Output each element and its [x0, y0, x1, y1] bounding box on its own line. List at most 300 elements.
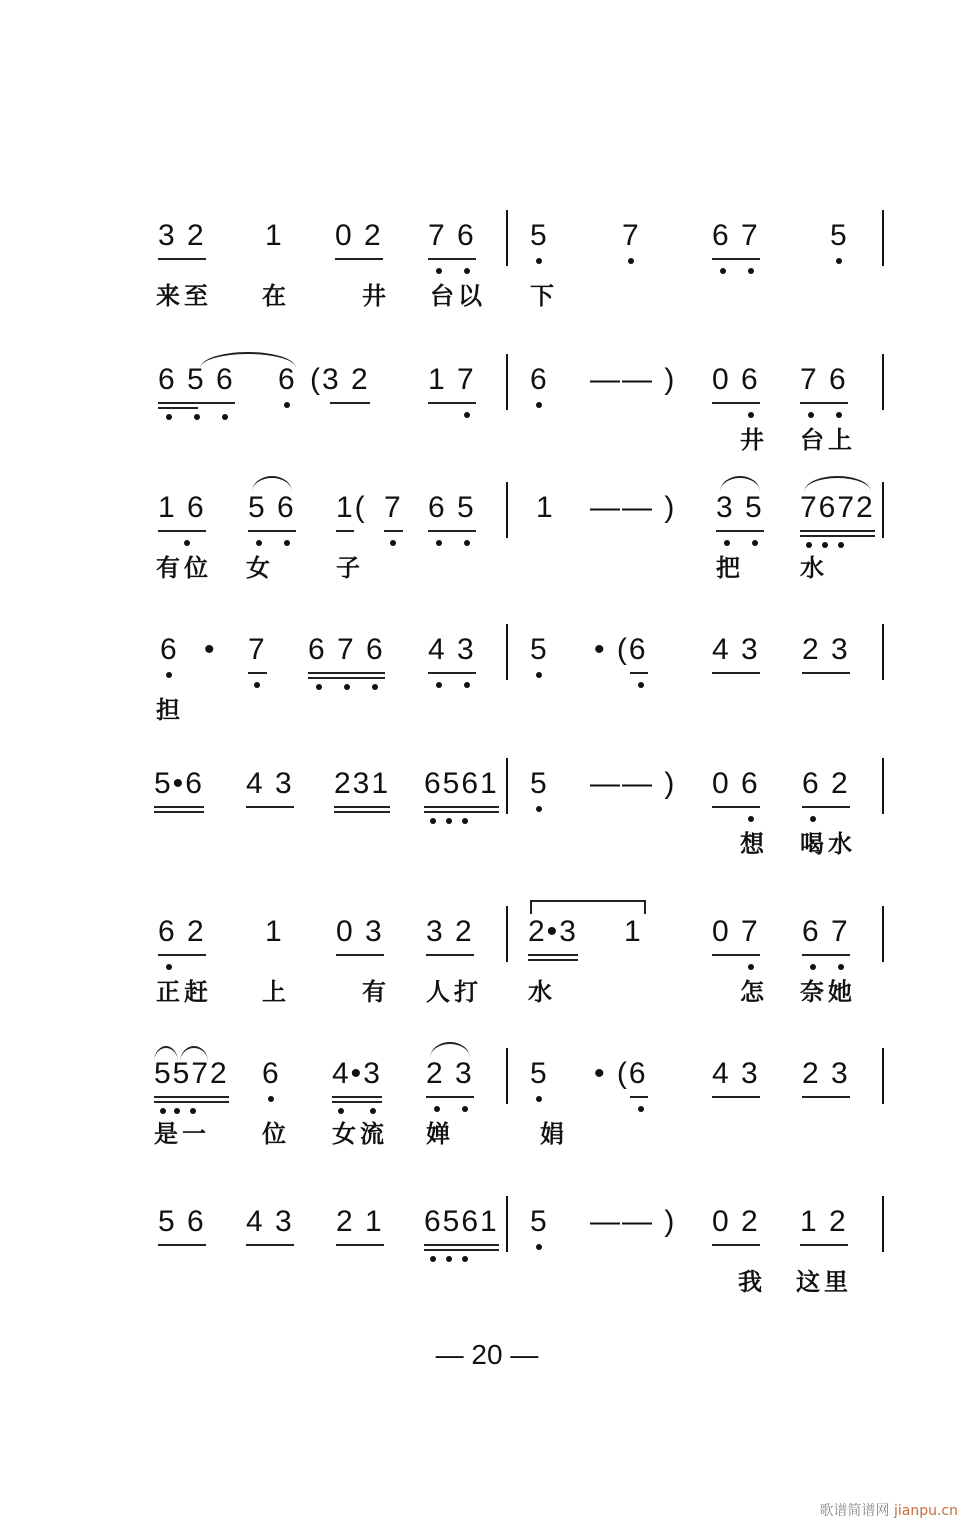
note-group [800, 1204, 848, 1240]
note-group [426, 1056, 474, 1092]
note-text: 3 2 [426, 915, 474, 948]
note-group [248, 632, 267, 668]
octave-dot [806, 542, 812, 548]
slur-arc [200, 352, 296, 368]
octave-dot [638, 1106, 644, 1112]
note-text: —— ) [590, 363, 677, 396]
note-group [712, 1056, 760, 1092]
underline [712, 258, 760, 260]
note-text: (3 2 [310, 363, 370, 396]
bar-line [506, 624, 508, 680]
note-text: 5•6 [154, 767, 204, 800]
note-text: 6 7 [712, 219, 760, 252]
octave-dot [724, 540, 730, 546]
underline [426, 954, 474, 956]
note-text: 6561 [424, 1205, 499, 1238]
octave-dot [748, 268, 754, 274]
note-group [528, 914, 578, 950]
note-text: 5 [530, 1057, 549, 1090]
lyric-text: 井 [362, 282, 390, 310]
bar-line [506, 1048, 508, 1104]
lyric-text: 正赶 [156, 978, 212, 1006]
underline [630, 1096, 648, 1098]
note-group [594, 632, 648, 668]
octave-dot [222, 414, 228, 420]
note-text: 4 3 [246, 1205, 294, 1238]
lyric-text: 人打 [426, 978, 482, 1006]
bar-line [506, 906, 508, 962]
note-group [590, 362, 676, 398]
note-text: 6 [160, 633, 179, 666]
note-text: 1 6 [158, 491, 206, 524]
octave-dot [436, 268, 442, 274]
note-text: • [204, 633, 217, 666]
note-text: 3 5 [716, 491, 764, 524]
note-text: 7 6 [800, 363, 848, 396]
note-text: 6 [530, 363, 549, 396]
underline [334, 806, 390, 808]
note-text: —— ) [590, 491, 677, 524]
lyric-text: 位 [262, 1120, 290, 1148]
octave-dot [836, 258, 842, 264]
note-text: 4 3 [428, 633, 476, 666]
lyric-text: 是一 [154, 1120, 210, 1148]
octave-dot [190, 1108, 196, 1114]
bar-line [882, 1196, 884, 1252]
octave-dot [184, 540, 190, 546]
octave-dot [160, 1108, 166, 1114]
underline [308, 672, 385, 674]
note-group [530, 1204, 549, 1240]
underline [424, 1244, 499, 1246]
note-text: 6 7 6 [308, 633, 385, 666]
octave-dot [628, 258, 634, 264]
lyric-text: 把 [716, 554, 744, 582]
octave-dot [536, 806, 542, 812]
underline [802, 672, 850, 674]
octave-dot [372, 684, 378, 690]
octave-dot [536, 1096, 542, 1102]
music-row [0, 1204, 974, 1324]
double-underline [800, 535, 875, 537]
octave-dot [462, 818, 468, 824]
underline [712, 806, 760, 808]
octave-dot [194, 414, 200, 420]
note-group [336, 914, 384, 950]
note-group [332, 1056, 382, 1092]
music-row [0, 490, 974, 610]
underline [384, 530, 403, 532]
octave-dot [536, 1244, 542, 1250]
note-text: 7 [248, 633, 267, 666]
note-text: 6 5 [428, 491, 476, 524]
octave-dot [836, 412, 842, 418]
note-text: 5572 [154, 1057, 229, 1090]
slur-arc [180, 1046, 208, 1062]
double-underline [158, 407, 198, 409]
bar-line [506, 758, 508, 814]
octave-dot [810, 816, 816, 822]
note-group [426, 914, 474, 950]
note-group [802, 632, 850, 668]
underline [630, 672, 648, 674]
note-group [424, 766, 499, 802]
note-text: 0 3 [336, 915, 384, 948]
octave-dot [174, 1108, 180, 1114]
watermark [820, 1500, 958, 1520]
note-group [622, 218, 641, 254]
lyric-text: 娟 [540, 1120, 568, 1148]
octave-dot [464, 412, 470, 418]
note-group [384, 490, 403, 526]
note-group [712, 218, 760, 254]
note-text: 0 7 [712, 915, 760, 948]
note-text: • (6 [594, 1057, 648, 1090]
note-text: 5 [830, 219, 849, 252]
note-group [308, 632, 385, 668]
note-text: 2•3 [528, 915, 578, 948]
octave-dot [464, 268, 470, 274]
note-group [530, 218, 549, 254]
note-text: 5 6 [248, 491, 296, 524]
note-group [800, 362, 848, 398]
note-group [712, 632, 760, 668]
music-row [0, 218, 974, 338]
note-text: 1 2 [800, 1205, 848, 1238]
octave-dot [536, 402, 542, 408]
lyric-text: 台上 [800, 426, 856, 454]
octave-dot [838, 542, 844, 548]
octave-dot [638, 682, 644, 688]
note-text: 1 [536, 491, 555, 524]
lyric-text: 我 [738, 1268, 766, 1296]
note-group [624, 914, 643, 950]
underline [802, 806, 850, 808]
lyric-text: 上 [262, 978, 290, 1006]
note-text: 5 [530, 219, 549, 252]
lyric-text: 奈她 [800, 978, 856, 1006]
underline [802, 954, 850, 956]
note-group [530, 766, 549, 802]
note-text: 6 2 [158, 915, 206, 948]
double-underline [334, 811, 390, 813]
double-underline [154, 1101, 229, 1103]
note-text: 4 3 [712, 633, 760, 666]
bar-line [882, 906, 884, 962]
octave-dot [436, 682, 442, 688]
note-text: 6 2 [802, 767, 850, 800]
octave-dot [254, 682, 260, 688]
note-group [530, 1056, 549, 1092]
note-text: 6561 [424, 767, 499, 800]
underline [712, 672, 760, 674]
octave-dot [390, 540, 396, 546]
octave-dot [748, 816, 754, 822]
note-text: 231 [334, 767, 391, 800]
underline [154, 1096, 229, 1098]
note-text: 7 6 [428, 219, 476, 252]
octave-dot [166, 964, 172, 970]
note-text: 6 7 [802, 915, 850, 948]
note-group [428, 218, 476, 254]
lyric-text: 有 [362, 978, 390, 1006]
note-text: 1 [265, 915, 284, 948]
underline [712, 402, 760, 404]
lyric-text: 水 [800, 554, 828, 582]
note-text: 2 3 [802, 633, 850, 666]
note-group [594, 1056, 648, 1092]
underline [332, 1096, 382, 1098]
note-text: 7672 [800, 491, 875, 524]
note-text: 4 3 [712, 1057, 760, 1090]
music-row [0, 1056, 974, 1176]
underline [158, 530, 206, 532]
lyric-text: 女 [246, 554, 274, 582]
underline [336, 1244, 384, 1246]
note-group [248, 490, 296, 526]
note-group [158, 914, 206, 950]
note-text: 7 [622, 219, 641, 252]
octave-dot [810, 964, 816, 970]
underline [712, 954, 760, 956]
note-text: 2 3 [802, 1057, 850, 1090]
octave-dot [166, 672, 172, 678]
octave-dot [430, 1256, 436, 1262]
underline [712, 1244, 760, 1246]
bar-line [506, 482, 508, 538]
octave-dot [434, 1106, 440, 1112]
underline [712, 1096, 760, 1098]
octave-dot [838, 964, 844, 970]
underline [428, 258, 476, 260]
lyric-text: 喝水 [800, 830, 856, 858]
underline [800, 1244, 848, 1246]
octave-dot [338, 1108, 344, 1114]
octave-dot [748, 964, 754, 970]
note-text: 0 2 [335, 219, 383, 252]
octave-dot [822, 542, 828, 548]
note-group [336, 490, 367, 526]
note-text: 0 6 [712, 767, 760, 800]
phrase-bracket [530, 900, 646, 914]
note-group [310, 362, 370, 398]
note-group [802, 914, 850, 950]
lyric-text: 在 [262, 282, 290, 310]
note-text: 6 [278, 363, 297, 396]
note-text: 5 [530, 1205, 549, 1238]
octave-dot [462, 1256, 468, 1262]
note-text: 0 2 [712, 1205, 760, 1238]
double-underline [154, 811, 204, 813]
note-group [712, 362, 760, 398]
bar-line [506, 210, 508, 266]
note-text: 4 3 [246, 767, 294, 800]
bar-line [882, 1048, 884, 1104]
lyric-text: 婵 [426, 1120, 454, 1148]
octave-dot [436, 540, 442, 546]
octave-dot [316, 684, 322, 690]
watermark-url: jianpu.cn [893, 1503, 958, 1519]
note-group [712, 914, 760, 950]
bar-line [882, 210, 884, 266]
octave-dot [430, 818, 436, 824]
note-group [530, 632, 549, 668]
underline [336, 530, 354, 532]
double-underline [308, 677, 385, 679]
note-text: 1 [265, 219, 284, 252]
note-group [536, 490, 555, 526]
note-group [246, 1204, 294, 1240]
note-text: 7 [384, 491, 403, 524]
underline [158, 954, 206, 956]
note-group [424, 1204, 499, 1240]
note-text: 5 [530, 767, 549, 800]
note-group [158, 490, 206, 526]
lyric-text: 子 [336, 554, 364, 582]
double-underline [424, 811, 499, 813]
bar-line [882, 624, 884, 680]
note-text: 1( [336, 491, 367, 524]
octave-dot [808, 412, 814, 418]
note-group [800, 490, 875, 526]
underline [335, 258, 383, 260]
octave-dot [284, 402, 290, 408]
bar-line [882, 758, 884, 814]
note-text: —— ) [590, 1205, 677, 1238]
music-row [0, 914, 974, 1034]
octave-dot [536, 258, 542, 264]
note-group [265, 914, 284, 950]
note-group [716, 490, 764, 526]
note-group [262, 1056, 281, 1092]
lyric-text: 想 [740, 830, 768, 858]
underline [424, 806, 499, 808]
music-row [0, 632, 974, 752]
note-group [590, 766, 676, 802]
note-group [246, 766, 294, 802]
note-group [802, 1056, 850, 1092]
lyric-text: 井 [740, 426, 768, 454]
note-group [334, 766, 390, 802]
note-group [530, 362, 549, 398]
note-text: 5 6 [158, 1205, 206, 1238]
note-group [590, 1204, 676, 1240]
octave-dot [446, 1256, 452, 1262]
note-group [154, 766, 204, 802]
octave-dot [462, 1106, 468, 1112]
underline [248, 672, 267, 674]
octave-dot [748, 412, 754, 418]
underline [528, 954, 578, 956]
bar-line [506, 1196, 508, 1252]
lyric-text: 来至 [156, 282, 212, 310]
slur-arc [430, 1042, 470, 1058]
underline [336, 954, 384, 956]
octave-dot [536, 672, 542, 678]
lyric-text: 水 [528, 978, 556, 1006]
underline [428, 402, 476, 404]
note-group [160, 632, 179, 668]
octave-dot [344, 684, 350, 690]
note-text: 4•3 [332, 1057, 382, 1090]
underline [154, 806, 204, 808]
watermark-site: 歌谱简谱网 [819, 1503, 890, 1519]
underline [428, 672, 476, 674]
note-text: 5 [530, 633, 549, 666]
note-group [590, 490, 676, 526]
note-group [712, 766, 760, 802]
bar-line [882, 482, 884, 538]
underline [800, 530, 875, 532]
note-group [712, 1204, 760, 1240]
note-text: • (6 [594, 633, 648, 666]
note-group [158, 1204, 206, 1240]
underline [158, 1244, 206, 1246]
lyric-text: 下 [530, 282, 558, 310]
octave-dot [464, 682, 470, 688]
note-group [335, 218, 383, 254]
slur-arc [154, 1046, 178, 1062]
note-group [336, 1204, 384, 1240]
lyric-text: 担 [156, 696, 184, 724]
note-group [830, 218, 849, 254]
note-text: 1 7 [428, 363, 476, 396]
note-text: 0 6 [712, 363, 760, 396]
octave-dot [166, 414, 172, 420]
note-text: 1 [624, 915, 643, 948]
octave-dot [464, 540, 470, 546]
note-group [428, 362, 476, 398]
underline [428, 530, 476, 532]
note-group [802, 766, 850, 802]
bar-line [506, 354, 508, 410]
octave-dot [752, 540, 758, 546]
underline [716, 530, 764, 532]
music-row [0, 362, 974, 482]
page-number: — 20 — [435, 1339, 539, 1370]
note-group [428, 490, 476, 526]
lyric-text: 女流 [332, 1120, 388, 1148]
lyric-text: 怎 [740, 978, 768, 1006]
note-text: 2 1 [336, 1205, 384, 1238]
bar-line [882, 354, 884, 410]
underline [802, 1096, 850, 1098]
octave-dot [268, 1096, 274, 1102]
underline [330, 402, 370, 404]
lyric-text: 台以 [430, 282, 486, 310]
music-row [0, 766, 974, 886]
octave-dot [284, 540, 290, 546]
underline [800, 402, 848, 404]
underline [248, 530, 296, 532]
note-text: 6 5 6 [158, 363, 235, 396]
underline [426, 1096, 474, 1098]
double-underline [424, 1249, 499, 1251]
lyric-text: 这里 [796, 1268, 852, 1296]
octave-dot [446, 818, 452, 824]
note-group [204, 632, 217, 668]
octave-dot [720, 268, 726, 274]
note-group [428, 632, 476, 668]
underline [158, 402, 235, 404]
octave-dot [256, 540, 262, 546]
note-text: —— ) [590, 767, 677, 800]
double-underline [528, 959, 578, 961]
note-text: 6 [262, 1057, 281, 1090]
underline [246, 1244, 294, 1246]
octave-dot [370, 1108, 376, 1114]
note-group [265, 218, 284, 254]
